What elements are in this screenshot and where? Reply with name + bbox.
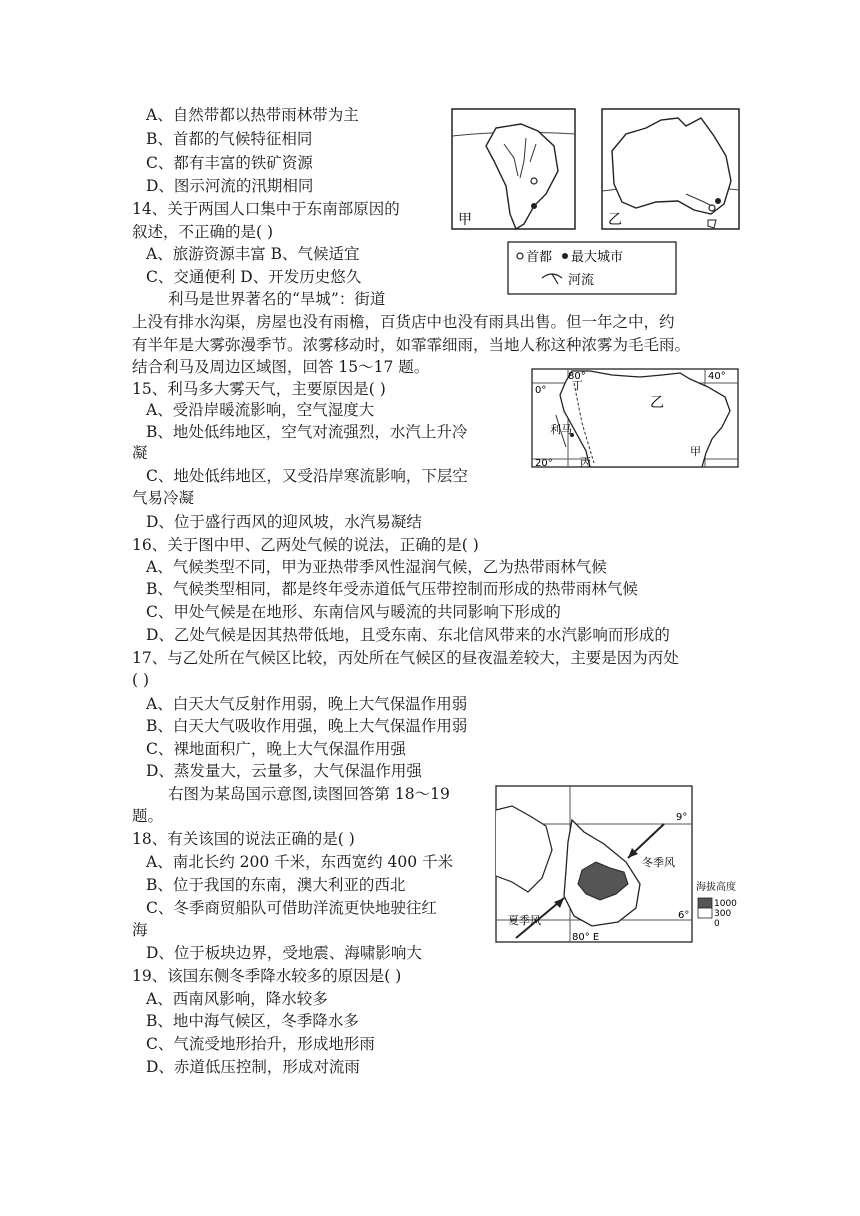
lima-intro-line2: 上没有排水沟渠，房屋也没有雨檐，百货店中也没有雨具出售。但一年之中，约 (132, 313, 675, 331)
q13-option-a: A、自然带都以热带雨林带为主 (146, 106, 359, 124)
legend-1000: 1000 (714, 899, 737, 909)
q17-option-d: D、蒸发量大，云量多，大气保温作用强 (146, 762, 422, 780)
q16-option-a: A、气候类型不同，甲为亚热带季风性湿润气候，乙为热带雨林气候 (146, 558, 607, 576)
q18-option-c-line2: 海 (132, 921, 148, 939)
legend-low-swatch (698, 908, 712, 918)
legend-city-icon (562, 253, 568, 259)
capital-marker-jia (531, 178, 537, 184)
lat-0-label: 0° (535, 385, 547, 396)
q14-options-cd: C、交通便利 D、开发历史悠久 (146, 268, 362, 286)
label-bing: 丙 (580, 456, 591, 469)
legend-largest-city: 最大城市 (571, 250, 624, 265)
q14-options-ab: A、旅游资源丰富 B、气候适宜 (146, 245, 360, 263)
q18-option-a: A、南北长约 200 千米，东西宽约 400 千米 (146, 853, 454, 871)
lat-20-label: 20° (535, 458, 553, 469)
q16-option-c: C、甲处气候是在地形、东南信风与暖流的共同影响下形成的 (146, 603, 561, 621)
q14-stem-line2: 叙述，不正确的是( ) (132, 223, 274, 241)
q19-option-c: C、气流受地形抬升，形成地形雨 (146, 1035, 375, 1053)
island-intro-line1: 右图为某岛国示意图,读图回答第 18～19 (168, 785, 450, 803)
country-maps-figure (446, 106, 746, 298)
q15-option-a: A、受沿岸暖流影响，空气湿度大 (146, 401, 375, 419)
label-jia-region: 甲 (690, 445, 701, 458)
winter-monsoon-label: 冬季风 (642, 856, 675, 869)
tasmania-outline (708, 220, 716, 228)
q17-option-c: C、裸地面积广，晚上大气保温作用强 (146, 740, 406, 758)
q17-option-a: A、白天大气反射作用弱，晚上大气保温作用弱 (146, 695, 468, 713)
q15-option-c-line2: 气易冷凝 (132, 489, 195, 507)
label-lima: 利马 (550, 423, 572, 436)
label-yi-region: 乙 (650, 395, 664, 411)
q15-option-b-line2: 凝 (132, 444, 148, 462)
q15-option-b-line1: B、地处低纬地区，空气对流强烈，水汽上升冷 (146, 423, 468, 441)
q16-option-d: D、乙处气候是因其热带低地，且受东南、东北信风带来的水汽影响而形成的 (146, 626, 670, 644)
q19-stem: 19、该国东侧冬季降水较多的原因是( ) (132, 967, 402, 985)
q15-option-c-line1: C、地处低纬地区，又受沿岸寒流影响，下层空 (146, 467, 468, 485)
legend-title-elevation: 海拔高度 (696, 882, 736, 893)
summer-monsoon-label: 夏季风 (508, 914, 541, 927)
legend-river: 河流 (568, 273, 595, 288)
q13-option-b: B、首都的气候特征相同 (146, 130, 313, 148)
legend-capital: 首都 (526, 250, 553, 265)
q18-option-d: D、位于板块边界，受地震、海啸影响大 (146, 944, 422, 962)
q18-option-b: B、位于我国的东南，澳大利亚的西北 (146, 876, 406, 894)
q16-option-b: B、气候类型相同，都是终年受赤道低气压带控制而形成的热带雨林气候 (146, 580, 638, 598)
capital-marker-yi (709, 205, 715, 211)
q13-option-c: C、都有丰富的铁矿资源 (146, 154, 313, 172)
q17-option-b: B、白天大气吸收作用强，晚上大气保温作用弱 (146, 717, 468, 735)
lon-80e-label: 80° E (572, 932, 600, 943)
legend-capital-icon (517, 253, 523, 259)
q18-stem: 18、有关该国的说法正确的是( ) (132, 830, 355, 848)
label-yi: 乙 (608, 212, 622, 228)
q17-stem-line2: ( ) (132, 671, 150, 689)
label-jia: 甲 (458, 212, 472, 228)
q19-option-b: B、地中海气候区，冬季降水多 (146, 1012, 359, 1030)
largest-city-marker-jia (531, 203, 537, 209)
legend-high-swatch (698, 898, 712, 908)
q18-option-c-line1: C、冬季商贸船队可借助洋流更快地驶往红 (146, 899, 437, 917)
island-intro-line2: 题。 (132, 807, 164, 825)
lima-intro-line3: 有半年是大雾弥漫季节。浓雾移动时，如霏霏细雨，当地人称这种浓雾为毛毛雨。 (132, 336, 691, 354)
lima-intro-line1: 利马是世界著名的“旱城”：街道 (168, 290, 386, 308)
label-ding: 丁 (572, 379, 583, 392)
lima-region-map (530, 367, 742, 471)
q13-option-d: D、图示河流的汛期相同 (146, 177, 314, 195)
island-nation-map (492, 780, 748, 946)
q15-stem: 15、利马多大雾天气，主要原因是( ) (132, 380, 386, 398)
q17-stem-line1: 17、与乙处所在气候区比较，丙处所在气候区的昼夜温差较大，主要是因为丙处 (132, 649, 679, 667)
q15-option-d: D、位于盛行西风的迎风坡，水汽易凝结 (146, 513, 422, 531)
lima-intro-line4: 结合利马及周边区域图，回答 15～17 题。 (132, 358, 430, 376)
q19-option-d: D、赤道低压控制，形成对流雨 (146, 1058, 360, 1076)
q16-stem: 16、关于图中甲、乙两处气候的说法，正确的是( ) (132, 536, 479, 554)
legend-300: 300 (714, 909, 732, 919)
lat-9-label: 9° (676, 812, 688, 823)
largest-city-marker-yi (715, 198, 721, 204)
lat-6-label: 6° (678, 910, 690, 921)
lon-40-label: 40° (708, 371, 726, 382)
q19-option-a: A、西南风影响，降水较多 (146, 990, 328, 1008)
legend-0: 0 (714, 919, 720, 929)
q14-stem-line1: 14、关于两国人口集中于东南部原因的 (132, 200, 400, 218)
lon-80-label: 80° (568, 371, 586, 382)
